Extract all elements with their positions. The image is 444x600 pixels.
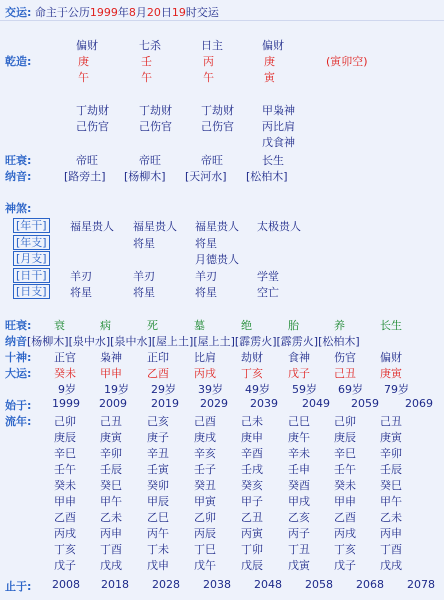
shishen-cell: 正官 — [54, 351, 76, 364]
transit-year: 1999 — [89, 6, 118, 19]
age-cell: 49岁 — [245, 383, 270, 396]
liunian-cell: 癸巳 — [100, 479, 122, 492]
shensha-item: 将星 — [133, 237, 155, 250]
start-year-cell: 2029 — [200, 397, 228, 410]
liunian-cell: 戊寅 — [288, 559, 310, 572]
shensha-item: 空亡 — [257, 286, 279, 299]
shensha-pillar-label: [日干] — [13, 268, 50, 283]
shishen-cell: 正印 — [147, 351, 169, 364]
end-year-cell: 2078 — [407, 578, 435, 591]
liunian-cell: 癸巳 — [380, 479, 402, 492]
liunian-cell: 壬午 — [54, 463, 76, 476]
void-branches: (寅卯空) — [326, 55, 368, 68]
liunian-cell: 辛丑 — [147, 447, 169, 460]
transit-text-b: 年 — [117, 6, 129, 19]
dayun-wangshuai-cell: 死 — [147, 319, 158, 332]
shishen-cell: 枭神 — [100, 351, 122, 364]
hidden-4-1: 甲枭神 — [262, 104, 295, 117]
hidden-4-2: 丙比肩 — [262, 120, 295, 133]
qianzao-label: 乾造: — [5, 55, 32, 68]
shensha-pillar-label: [年支] — [13, 235, 50, 250]
shensha-pillar-label: [月支] — [13, 251, 50, 266]
dayun-cell: 甲申 — [100, 367, 122, 380]
liunian-cell: 丙子 — [288, 527, 310, 540]
liunian-cell: 丁卯 — [241, 543, 263, 556]
god-1: 偏财 — [76, 39, 98, 52]
dayun-cell: 丙戌 — [194, 367, 216, 380]
liunian-cell: 庚午 — [288, 431, 310, 444]
liunian-cell: 庚辰 — [54, 431, 76, 444]
liunian-cell: 己巳 — [288, 415, 310, 428]
start-year-cell: 2019 — [151, 397, 179, 410]
liunian-cell: 壬子 — [194, 463, 216, 476]
end-year-cell: 2048 — [254, 578, 282, 591]
dayun-cell: 癸未 — [54, 367, 76, 380]
branch-4: 寅 — [264, 71, 275, 84]
liunian-cell: 庚戌 — [194, 431, 216, 444]
dayun-wangshuai-cell: 墓 — [194, 319, 205, 332]
end-label: 止于: — [5, 580, 32, 593]
shensha-pillar-label: [年干] — [13, 218, 50, 233]
liunian-cell: 己丑 — [100, 415, 122, 428]
liunian-cell: 癸亥 — [241, 479, 263, 492]
liunian-cell: 戊戌 — [380, 559, 402, 572]
stem-2: 壬 — [141, 55, 152, 68]
hidden-1-1: 丁劫财 — [76, 104, 109, 117]
liunian-cell: 己未 — [241, 415, 263, 428]
shensha-item: 学堂 — [257, 270, 279, 283]
liunian-cell: 丁巳 — [194, 543, 216, 556]
shensha-item: 将星 — [195, 286, 217, 299]
shishen-label: 十神: — [5, 351, 32, 364]
dayun-nayin-row — [5, 333, 360, 349]
stem-4: 庚 — [264, 55, 275, 68]
stem-1: 庚 — [78, 55, 89, 68]
liunian-cell: 乙未 — [100, 511, 122, 524]
liunian-cell: 乙巳 — [147, 511, 169, 524]
liunian-cell: 癸丑 — [194, 479, 216, 492]
liunian-cell: 癸酉 — [288, 479, 310, 492]
wangshuai-2: 帝旺 — [139, 154, 161, 167]
shensha-item: 将星 — [70, 286, 92, 299]
branch-2: 午 — [141, 71, 152, 84]
dayun-wangshuai-cell: 绝 — [241, 319, 252, 332]
god-3: 日主 — [201, 39, 223, 52]
shensha-item: 羊刃 — [70, 270, 92, 283]
start-year-cell: 2049 — [302, 397, 330, 410]
shensha-item: 太极贵人 — [257, 220, 301, 233]
liunian-cell: 丁酉 — [380, 543, 402, 556]
liunian-cell: 甲午 — [380, 495, 402, 508]
liunian-cell: 戊戌 — [100, 559, 122, 572]
shishen-cell: 伤官 — [334, 351, 356, 364]
age-cell: 29岁 — [151, 383, 176, 396]
liunian-cell: 戊子 — [334, 559, 356, 572]
end-year-cell: 2058 — [305, 578, 333, 591]
liunian-cell: 辛巳 — [334, 447, 356, 460]
end-year-cell: 2018 — [101, 578, 129, 591]
start-label: 始于: — [5, 399, 32, 412]
liunian-cell: 戊午 — [194, 559, 216, 572]
transit-header — [5, 4, 219, 20]
liunian-cell: 丙戌 — [334, 527, 356, 540]
liunian-cell: 丙寅 — [241, 527, 263, 540]
shishen-cell: 劫财 — [241, 351, 263, 364]
dayun-cell: 戊子 — [288, 367, 310, 380]
liunian-cell: 己酉 — [194, 415, 216, 428]
start-year-cell: 2009 — [99, 397, 127, 410]
start-year-cell: 2059 — [351, 397, 379, 410]
dayun-label: 大运: — [5, 367, 32, 380]
dayun-cell: 己丑 — [334, 367, 356, 380]
god-2: 七杀 — [139, 39, 161, 52]
dayun-nayin-label: 纳音 — [5, 335, 27, 348]
shensha-item: 月德贵人 — [195, 253, 239, 266]
liunian-cell: 乙卯 — [194, 511, 216, 524]
god-4: 偏财 — [262, 39, 284, 52]
shensha-pillar-label: [日支] — [13, 284, 50, 299]
liunian-cell: 丙戌 — [54, 527, 76, 540]
nayin-3: [天河水] — [185, 170, 227, 183]
branch-3: 午 — [203, 71, 214, 84]
nayin-1: [路旁土] — [64, 170, 106, 183]
nayin-2: [杨柳木] — [124, 170, 166, 183]
wangshuai-1: 帝旺 — [76, 154, 98, 167]
shensha-title: 神煞: — [5, 202, 32, 215]
age-cell: 59岁 — [292, 383, 317, 396]
liunian-cell: 壬戌 — [241, 463, 263, 476]
transit-text-d: 日 — [160, 6, 172, 19]
end-year-cell: 2008 — [52, 578, 80, 591]
end-year-cell: 2038 — [203, 578, 231, 591]
shishen-cell: 比肩 — [194, 351, 216, 364]
age-cell: 39岁 — [198, 383, 223, 396]
age-cell: 69岁 — [338, 383, 363, 396]
liunian-cell: 庚寅 — [380, 431, 402, 444]
hidden-4-3: 戊食神 — [262, 136, 295, 149]
age-cell: 19岁 — [104, 383, 129, 396]
shensha-item: 将星 — [195, 237, 217, 250]
dayun-wangshuai-cell: 长生 — [380, 319, 402, 332]
transit-text-e: 时交运 — [185, 6, 219, 19]
hidden-2-2: 己伤官 — [139, 120, 172, 133]
liunian-cell: 乙酉 — [334, 511, 356, 524]
shishen-cell: 食神 — [288, 351, 310, 364]
liunian-cell: 庚寅 — [100, 431, 122, 444]
age-cell: 9岁 — [58, 383, 76, 396]
liunian-cell: 庚辰 — [334, 431, 356, 444]
liunian-cell: 丁亥 — [54, 543, 76, 556]
liunian-cell: 丁酉 — [100, 543, 122, 556]
liunian-cell: 甲戌 — [288, 495, 310, 508]
liunian-cell: 壬辰 — [380, 463, 402, 476]
liunian-cell: 戊子 — [54, 559, 76, 572]
dayun-wangshuai-cell: 病 — [100, 319, 111, 332]
liunian-cell: 壬寅 — [147, 463, 169, 476]
liunian-cell: 癸未 — [334, 479, 356, 492]
liunian-cell: 辛未 — [288, 447, 310, 460]
liunian-cell: 丁亥 — [334, 543, 356, 556]
dayun-nayin-values: [杨柳木][泉中水][泉中水][屋上土][屋上土][霹雳火][霹雳火][松柏木] — [27, 335, 360, 348]
branch-1: 午 — [78, 71, 89, 84]
liunian-cell: 丁未 — [147, 543, 169, 556]
hidden-2-1: 丁劫财 — [139, 104, 172, 117]
liunian-cell: 辛亥 — [194, 447, 216, 460]
end-year-cell: 2028 — [152, 578, 180, 591]
dayun-wangshuai-label: 旺衰: — [5, 319, 32, 332]
stem-3: 丙 — [203, 55, 214, 68]
liunian-cell: 己亥 — [147, 415, 169, 428]
liunian-cell: 丁丑 — [288, 543, 310, 556]
wangshuai-3: 帝旺 — [201, 154, 223, 167]
shensha-item: 福星贵人 — [70, 220, 114, 233]
liunian-cell: 甲午 — [100, 495, 122, 508]
start-year-cell: 2039 — [250, 397, 278, 410]
liunian-cell: 辛巳 — [54, 447, 76, 460]
transit-text-c: 月 — [135, 6, 147, 19]
liunian-cell: 壬午 — [334, 463, 356, 476]
liunian-cell: 己卯 — [54, 415, 76, 428]
shensha-item: 羊刃 — [195, 270, 217, 283]
liunian-cell: 甲申 — [334, 495, 356, 508]
liunian-cell: 辛酉 — [241, 447, 263, 460]
nayin-4: [松柏木] — [246, 170, 288, 183]
dayun-wangshuai-cell: 衰 — [54, 319, 65, 332]
liunian-cell: 戊辰 — [241, 559, 263, 572]
shensha-item: 福星贵人 — [133, 220, 177, 233]
liunian-cell: 辛卯 — [100, 447, 122, 460]
shensha-item: 将星 — [133, 286, 155, 299]
shishen-cell: 偏财 — [380, 351, 402, 364]
hidden-3-2: 己伤官 — [201, 120, 234, 133]
liunian-cell: 乙酉 — [54, 511, 76, 524]
divider — [0, 20, 444, 21]
start-year-cell: 1999 — [52, 397, 80, 410]
liunian-cell: 乙丑 — [241, 511, 263, 524]
transit-hour: 19 — [171, 6, 186, 19]
start-year-cell: 2069 — [405, 397, 433, 410]
hidden-1-2: 己伤官 — [76, 120, 109, 133]
transit-label: 交运: — [5, 6, 32, 19]
liunian-cell: 壬辰 — [100, 463, 122, 476]
dayun-wangshuai-cell: 养 — [334, 319, 345, 332]
liunian-cell: 甲寅 — [194, 495, 216, 508]
liunian-cell: 己丑 — [380, 415, 402, 428]
liunian-cell: 丙辰 — [194, 527, 216, 540]
liunian-cell: 庚申 — [241, 431, 263, 444]
liunian-cell: 戊申 — [147, 559, 169, 572]
liunian-cell: 乙未 — [380, 511, 402, 524]
liunian-cell: 己卯 — [334, 415, 356, 428]
liunian-cell: 甲子 — [241, 495, 263, 508]
liunian-cell: 庚子 — [147, 431, 169, 444]
liunian-cell: 癸未 — [54, 479, 76, 492]
nayin-label: 纳音: — [5, 170, 32, 183]
liunian-cell: 丙申 — [380, 527, 402, 540]
wangshuai-4: 长生 — [262, 154, 284, 167]
liunian-cell: 丙午 — [147, 527, 169, 540]
end-year-cell: 2068 — [356, 578, 384, 591]
age-cell: 79岁 — [384, 383, 409, 396]
shensha-item: 福星贵人 — [195, 220, 239, 233]
dayun-cell: 丁亥 — [241, 367, 263, 380]
dayun-wangshuai-cell: 胎 — [288, 319, 299, 332]
liunian-cell: 丙申 — [100, 527, 122, 540]
liunian-cell: 壬申 — [288, 463, 310, 476]
dayun-cell: 庚寅 — [380, 367, 402, 380]
liunian-cell: 辛卯 — [380, 447, 402, 460]
liunian-cell: 甲申 — [54, 495, 76, 508]
liunian-cell: 甲辰 — [147, 495, 169, 508]
dayun-cell: 乙酉 — [147, 367, 169, 380]
liunian-cell: 癸卯 — [147, 479, 169, 492]
transit-text-a: 命主于公历 — [34, 6, 90, 19]
transit-month: 8 — [128, 6, 136, 19]
transit-day: 20 — [146, 6, 161, 19]
liunian-label: 流年: — [5, 415, 32, 428]
liunian-cell: 乙亥 — [288, 511, 310, 524]
shensha-item: 羊刃 — [133, 270, 155, 283]
wangshuai-label: 旺衰: — [5, 154, 32, 167]
hidden-3-1: 丁劫财 — [201, 104, 234, 117]
